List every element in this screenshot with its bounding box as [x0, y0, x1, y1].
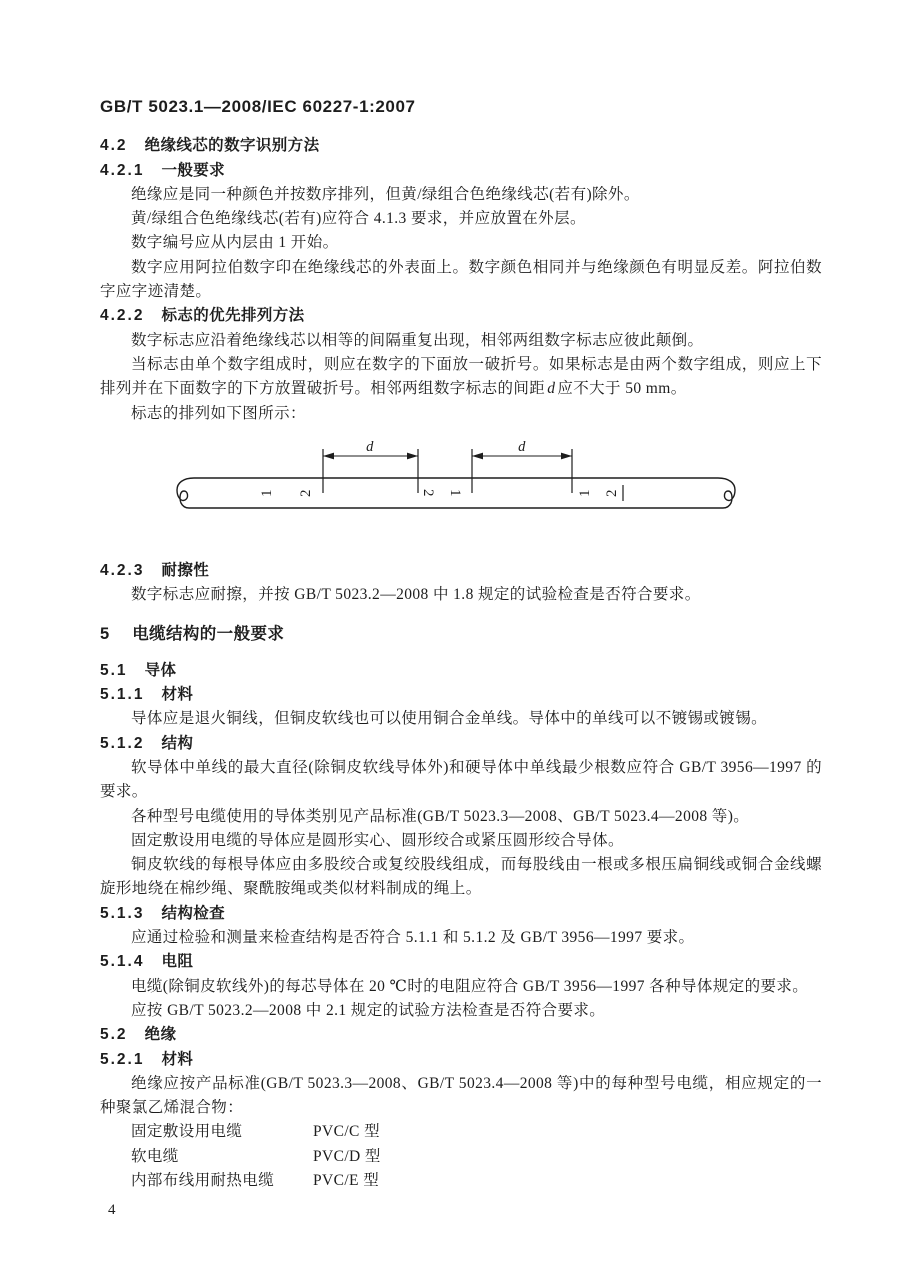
arrowhead-left [323, 452, 334, 459]
cable-right-end-curl [718, 478, 735, 508]
paragraph: 标志的排列如下图所示： [131, 404, 306, 422]
list-item [131, 1169, 822, 1193]
heading-number: 5.1.3 [100, 904, 145, 922]
pvc-type-value: PVC/D 型 [313, 1147, 381, 1165]
paragraph: 应通过检验和测量来检查结构是否符合 5.1.1 和 5.1.2 及 GB/T 3956—1997 要求。 [131, 929, 695, 947]
heading-title: 电缆结构的一般要求 [132, 624, 285, 643]
pvc-type-list [100, 1120, 822, 1193]
heading-4-2-2 [100, 304, 822, 328]
heading-title: 电阻 [161, 953, 194, 971]
heading-4-2 [100, 134, 822, 158]
arrowhead-right [407, 452, 418, 459]
heading-title: 绝缘线芯的数字识别方法 [144, 137, 320, 155]
dimension-label-d: d [366, 440, 374, 455]
heading-title: 结构检查 [161, 904, 226, 922]
number-marks-group-c [577, 489, 620, 497]
heading-number: 5.1.4 [100, 953, 145, 971]
standard-number-header: GB/T 5023.1—2008/IEC 60227-1:2007 [100, 97, 416, 116]
heading-title: 导体 [144, 661, 177, 679]
paragraph: 数字标志应沿着绝缘线芯以相等的间隔重复出现，相邻两组数字标志应彼此颠倒。 [131, 331, 704, 349]
paragraph: 黄/绿组合色绝缘线芯(若有)应符合 4.1.3 要求，并应放置在外层。 [131, 210, 586, 228]
heading-5-1-4 [100, 950, 822, 974]
pvc-type-value: PVC/C 型 [313, 1123, 380, 1141]
heading-number: 4.2.3 [100, 562, 145, 580]
paragraph: 应按 GB/T 5023.2—2008 中 2.1 规定的试验方法检查是否符合要求。 [131, 1001, 606, 1019]
cable-left-end-curl [177, 478, 194, 508]
heading-4-2-3 [100, 559, 822, 583]
heading-4-2-1 [100, 159, 822, 183]
paragraph: 数字编号应从内层由 1 开始。 [131, 234, 339, 252]
heading-title: 结构 [161, 734, 194, 752]
heading-5-1 [100, 659, 822, 683]
cable-type-label: 内部布线用耐热电缆 [131, 1171, 275, 1189]
page-number: 4 [108, 1202, 116, 1219]
heading-5-2 [100, 1023, 822, 1047]
heading-title: 材料 [161, 686, 194, 704]
heading-number: 4.2.2 [100, 307, 145, 325]
heading-number: 5.1.2 [100, 734, 145, 752]
paragraph: 固定敷设用电缆的导体应是圆形实心、圆形绞合或紧压圆形绞合导体。 [131, 831, 624, 849]
heading-title: 绝缘 [144, 1026, 177, 1044]
mark-digit: 2 [298, 488, 314, 497]
heading-5-1-3 [100, 902, 822, 926]
paragraph [100, 353, 822, 402]
heading-5-1-1 [100, 683, 822, 707]
paragraph: 各种型号电缆使用的导体类别见产品标准(GB/T 5023.3—2008、GB/T 5023.4—2008 等)。 [131, 807, 750, 825]
dimension-line-1 [323, 441, 418, 459]
heading-number: 4.2 [100, 137, 128, 155]
number-marks-group-b-inverted [420, 489, 463, 497]
marking-arrangement-figure [172, 441, 822, 529]
arrowhead-left [472, 452, 483, 459]
paragraph: 数字应用阿拉伯数字印在绝缘线芯的外表面上。数字颜色相同并与绝缘颜色有明显反差。阿拉伯数字应字迹清楚。 [100, 258, 822, 301]
paragraph: 电缆(除铜皮软线外)的每芯导体在 20 ℃时的电阻应符合 GB/T 3956—1997 各种导体规定的要求。 [131, 977, 809, 995]
mark-digit: 2 [604, 488, 620, 497]
distance-variable-d: d [547, 380, 556, 398]
paragraph: 软导体中单线的最大直径(除铜皮软线导体外)和硬导体中单线最少根数应符合 GB/T 3956—1997 的要求。 [100, 758, 822, 801]
mark-digit: 2 [420, 488, 436, 497]
cable-type-label: 固定敷设用电缆 [131, 1123, 243, 1141]
paragraph: 导体应是退火铜线，但铜皮软线也可以使用铜合金单线。导体中的单线可以不镀锡或镀锡。 [131, 710, 768, 728]
paragraph: 绝缘应是同一种颜色并按数序排列，但黄/绿组合色绝缘线芯(若有)除外。 [131, 185, 640, 203]
paragraph: 铜皮软线的每根导体应由多股绞合或复绞股线组成，而每股线由一根或多根压扁铜线或铜合金线螺旋形地绕在棉纱绳、聚酰胺绳或类似材料制成的绳上。 [100, 856, 822, 898]
paragraph-text: 当标志由单个数字组成时，则应在数字的下面放一破折号。如果标志是由两个数字组成，则应上下排列并在下面数字的下方放置破折号。相邻两组数字标志的间距 [100, 355, 822, 398]
number-marks-group-a [259, 489, 314, 497]
mark-digit: 1 [447, 488, 463, 497]
dimension-line-2 [472, 441, 572, 459]
heading-title: 耐擦性 [161, 562, 210, 580]
paragraph-text: 应不大于 50 mm。 [557, 380, 687, 398]
dimension-label-d: d [518, 440, 526, 455]
heading-5-2-1 [100, 1048, 822, 1072]
heading-number: 5.2.1 [100, 1050, 145, 1068]
mark-digit: 1 [577, 488, 593, 497]
cable-type-label: 软电缆 [131, 1147, 179, 1165]
heading-number: 5 [100, 624, 112, 643]
paragraph: 数字标志应耐擦，并按 GB/T 5023.2—2008 中 1.8 规定的试验检查是否符合要求。 [131, 586, 701, 604]
heading-title: 材料 [161, 1050, 194, 1068]
heading-title: 一般要求 [161, 161, 226, 179]
paragraph: 绝缘应按产品标准(GB/T 5023.3—2008、GB/T 5023.4—2008 等)中的每种型号电缆，相应规定的一种聚氯乙烯混合物： [100, 1074, 822, 1117]
heading-title: 标志的优先排列方法 [161, 307, 305, 325]
heading-5-1-2 [100, 732, 822, 756]
heading-number: 4.2.1 [100, 161, 145, 179]
arrowhead-right [561, 452, 572, 459]
cable-marking-diagram [172, 441, 738, 521]
heading-number: 5.2 [100, 1026, 128, 1044]
pvc-type-value: PVC/E 型 [313, 1171, 380, 1189]
heading-number: 5.1.1 [100, 686, 145, 704]
list-item [131, 1120, 822, 1144]
mark-digit: 1 [259, 488, 275, 497]
list-item [131, 1145, 822, 1169]
heading-number: 5.1 [100, 661, 128, 679]
heading-5 [100, 621, 822, 647]
